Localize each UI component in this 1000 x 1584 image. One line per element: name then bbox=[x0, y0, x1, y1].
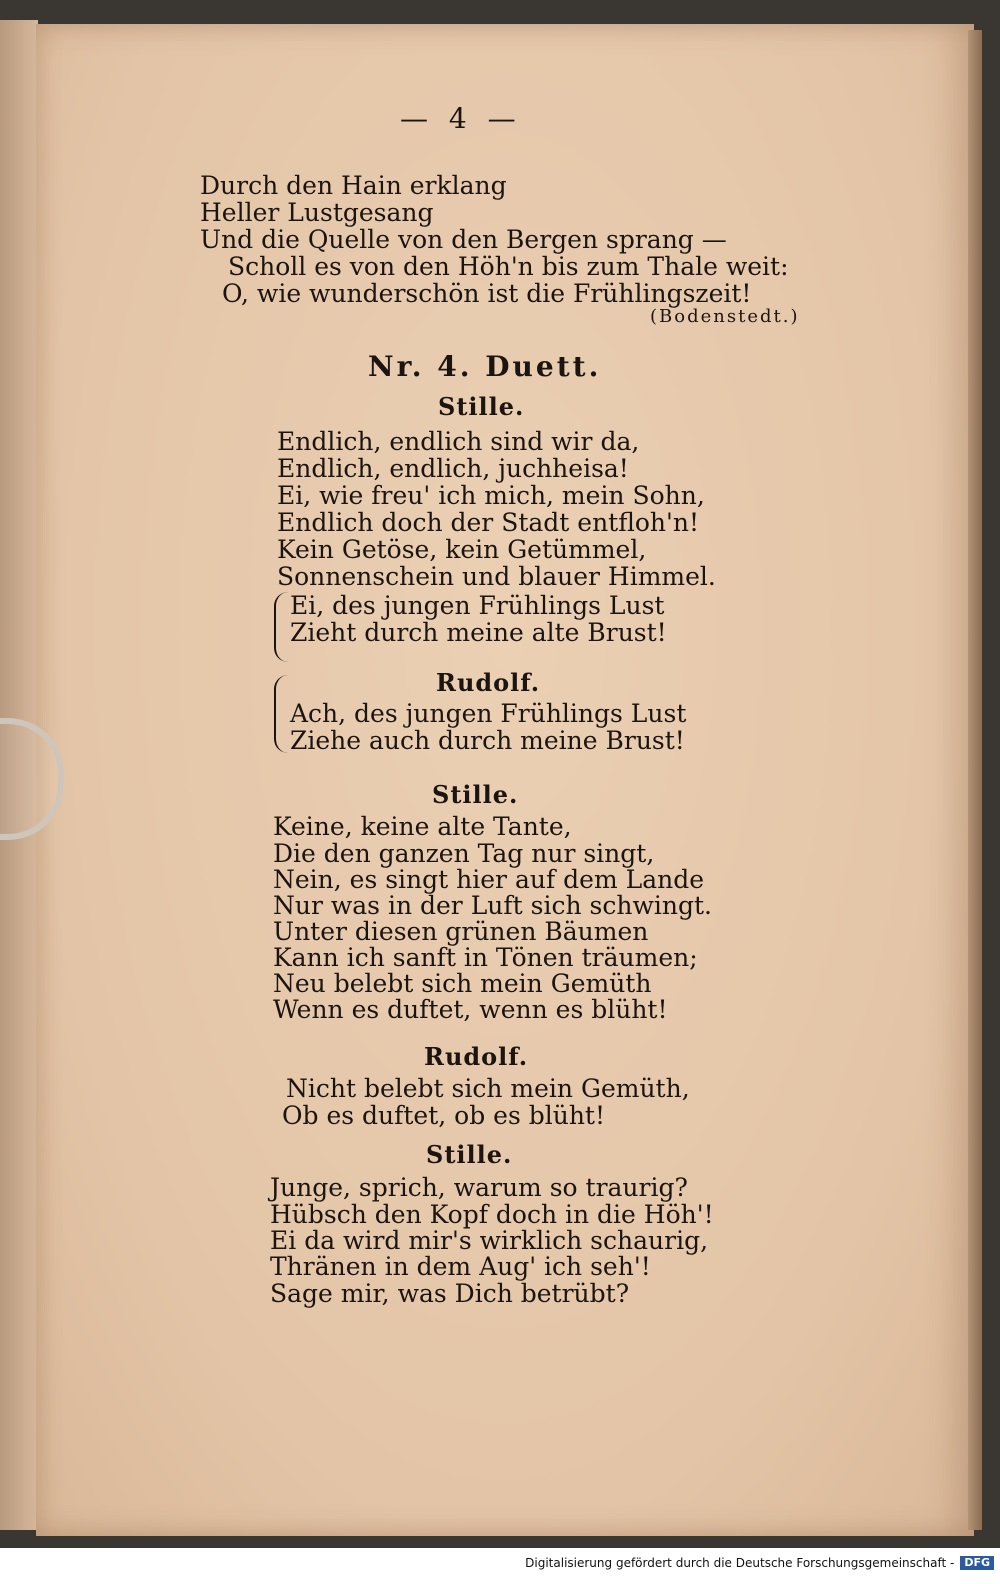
verse-line: Die den ganzen Tag nur singt, bbox=[273, 839, 655, 868]
credit-text: Digitalisierung gefördert durch die Deutsche Forschungsgemeinschaft - bbox=[525, 1556, 955, 1570]
verse-line: Sonnenschein und blauer Himmel. bbox=[277, 562, 716, 591]
speaker-name: Stille. bbox=[432, 780, 519, 809]
speaker-name: Stille. bbox=[426, 1140, 513, 1169]
verse-line: Zieht durch meine alte Brust! bbox=[290, 618, 667, 647]
verse-line: Endlich, endlich sind wir da, bbox=[277, 427, 640, 456]
verse-line: Ob es duftet, ob es blüht! bbox=[282, 1101, 606, 1130]
page-binding-edge bbox=[968, 30, 982, 1530]
page-number: — 4 — bbox=[400, 102, 522, 135]
verse-line: Nein, es singt hier auf dem Lande bbox=[273, 865, 705, 894]
verse-line: O, wie wunderschön ist die Frühlingszeit! bbox=[222, 279, 752, 308]
verse-line: Thränen in dem Aug' ich seh'! bbox=[270, 1252, 651, 1281]
section-heading: Nr. 4. Duett. bbox=[368, 350, 602, 383]
verse-line: Und die Quelle von den Bergen sprang — bbox=[200, 225, 727, 254]
verse-line: Nicht belebt sich mein Gemüth, bbox=[286, 1074, 690, 1103]
verse-line: Nur was in der Luft sich schwingt. bbox=[273, 891, 712, 920]
verse-line: Wenn es duftet, wenn es blüht! bbox=[273, 995, 668, 1024]
verse-line: Kein Getöse, kein Getümmel, bbox=[277, 535, 647, 564]
dfg-logo: DFG bbox=[960, 1556, 994, 1570]
verse-line: Neu belebt sich mein Gemüth bbox=[273, 969, 652, 998]
verse-line: Junge, sprich, warum so traurig? bbox=[270, 1173, 688, 1202]
funding-credit bbox=[525, 1556, 994, 1570]
speaker-name: Stille. bbox=[438, 392, 525, 421]
verse-line: Hübsch den Kopf doch in die Höh'! bbox=[270, 1200, 714, 1229]
verse-line: Unter diesen grünen Bäumen bbox=[273, 917, 649, 946]
verse-line: Ach, des jungen Frühlings Lust bbox=[290, 699, 687, 728]
verse-line: Heller Lustgesang bbox=[200, 198, 434, 227]
verse-line: Kann ich sanft in Tönen träumen; bbox=[273, 943, 698, 972]
verse-line: Scholl es von den Höh'n bis zum Thale weit: bbox=[228, 252, 789, 281]
voice-bracket bbox=[274, 592, 290, 662]
verse-line: Ei, des jungen Frühlings Lust bbox=[290, 591, 665, 620]
author-attribution: (Bodenstedt.) bbox=[650, 306, 800, 327]
verse-line: Ziehe auch durch meine Brust! bbox=[290, 726, 685, 755]
verse-line: Endlich doch der Stadt entfloh'n! bbox=[277, 508, 700, 537]
verse-line: Keine, keine alte Tante, bbox=[273, 812, 572, 841]
verse-line: Ei da wird mir's wirklich schaurig, bbox=[270, 1226, 709, 1255]
verse-line: Sage mir, was Dich betrübt? bbox=[270, 1279, 630, 1308]
verse-line: Ei, wie freu' ich mich, mein Sohn, bbox=[277, 481, 705, 510]
speaker-name: Rudolf. bbox=[436, 668, 541, 697]
verse-line: Durch den Hain erklang bbox=[200, 171, 507, 200]
speaker-name: Rudolf. bbox=[424, 1042, 529, 1071]
verse-line: Endlich, endlich, juchheisa! bbox=[277, 454, 629, 483]
voice-bracket bbox=[274, 675, 290, 753]
